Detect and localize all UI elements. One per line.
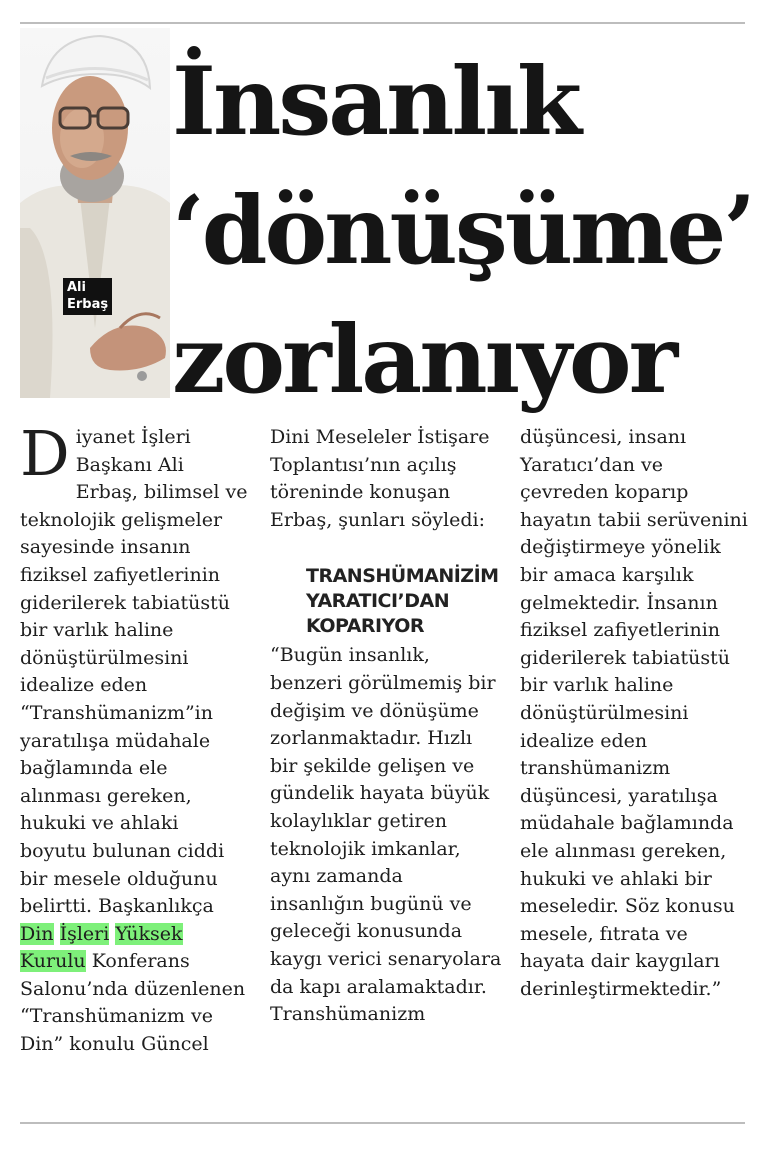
article-column-2 — [270, 424, 502, 1029]
drop-cap: D — [20, 417, 70, 490]
portrait-illustration — [20, 28, 170, 398]
top-rule — [20, 22, 745, 24]
headline: İnsanlık ‘dönüşüme’ zorlanıyor — [172, 47, 754, 415]
article-paragraph-3: düşüncesi, insanı Yaratıcı’dan ve çevreden koparıp hayatın tabii serüvenini değiştirmeye yönelik bir amaca karşılık gelmektedir. İnsanın fiziksel zafiyetlerinin giderilerek tabiatüstü bir varlık haline dönüştürülmesini idealize eden transhümanizm düşüncesi, yaratılışa müdahale bağlamında ele alınması gereken, hukuki ve ahlaki bir meseledir. Söz konusu mesele, fıtrata ve hayata dair kaygıları derinleştirmektedir.” — [520, 426, 748, 1000]
highlight-isleri: İşleri — [59, 922, 110, 945]
paragraph-text-a: iyanet İşleri Başkanı Ali Erbaş, bilimsel ve teknolojik gelişmeler sayesinde insanın fiziksel zafiyetlerinin giderilerek tabiatüstü bir varlık haline dönüştürülmesini idealize eden “Transhümanizm”in yaratılışa müdahale bağlamında ele alınması gereken, hukuki ve ahlaki boyutu bulunan ciddi bir mesele olduğunu belirtti. Başkanlıkça — [20, 426, 248, 918]
highlight-din: Din — [20, 922, 54, 945]
paragraph-text-b: Konferans Salonu’nda düzenlenen “Transhümanizm ve Din” konulu Güncel — [20, 950, 246, 1056]
article-paragraph-2: Dini Meseleler İstişare Toplantısı’nın açılış töreninde konuşan Erbaş, şunları söyledi: — [270, 426, 490, 531]
article-paragraph-1 — [20, 417, 250, 1059]
highlight-kurulu: Kurulu — [20, 950, 86, 973]
portrait-photo — [20, 28, 170, 398]
name-label-last: Erbaş — [67, 297, 109, 312]
bottom-rule — [20, 1122, 745, 1124]
highlight-yuksek: Yüksek — [115, 922, 183, 945]
subheading: TRANSHÜMANİZİM YARATICI’DAN KOPARIYOR — [306, 565, 499, 638]
article-column-1 — [20, 417, 250, 1059]
quote-paragraph: “Bugün insanlık, benzeri görülmemiş bir değişim ve dönüşüme zorlanmaktadır. Hızlı bir şekilde gelişen ve gündelik hayata büyük kolaylıklar getiren teknolojik imkanlar, aynı zamanda insanlığın bugünü ve geleceği konusunda kaygı verici senaryolara da kapı aralamaktadır. Transhümanizm — [270, 644, 502, 1026]
article-column-3 — [520, 424, 752, 1003]
name-label-first: Ali — [67, 280, 86, 295]
name-label — [63, 278, 112, 315]
